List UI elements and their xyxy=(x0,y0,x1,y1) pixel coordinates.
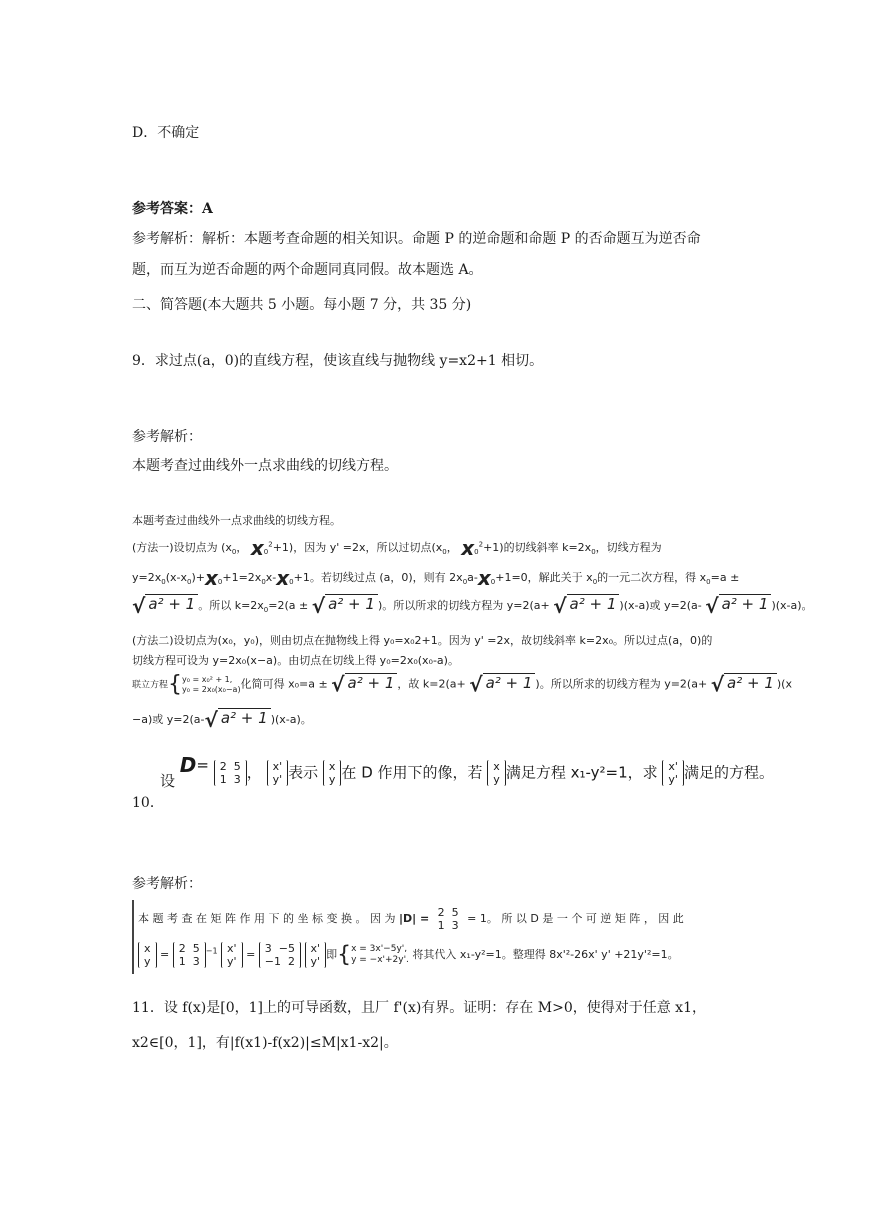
section-heading: 二、简答题(本大题共 5 小题。每小题 7 分，共 35 分) xyxy=(132,297,472,313)
q9-img-line-1: 本题考查过曲线外一点求曲线的切线方程。 xyxy=(132,514,341,527)
q9-img-line-8: −a)或 y=2(a-√ a² + 1 )(x-a)。 xyxy=(132,708,312,732)
q9-img-line-3: $y=2x_0(x-x_0)+x_0+1=2x_0x-x_0+1$。若切线过点 (a，0)，则有 $2x_0a-x_0+1=0$，解此关于 $x_0$的一元二次方程，得 $x_0=a$ ± xyxy=(132,566,740,590)
analysis-line-1: 参考解析：解析：本题考查命题的相关知识。命题 P 的逆命题和命题 P 的否命题互为逆否命 xyxy=(132,231,701,247)
q9-intro: 本题考查过曲线外一点求曲线的切线方程。 xyxy=(132,458,398,474)
question-11-line-1: 11．设 f(x)是[0，1]上的可导函数，且厂 f'(x)有界。证明：存在 M>0，使得对于任意 x1， xyxy=(132,1000,706,1016)
question-10-number: 10． xyxy=(132,795,164,811)
q9-ref-label: 参考解析： xyxy=(132,429,202,445)
analysis-line-2: 题，而互为逆否命题的两个命题同真同假。故本题选 A。 xyxy=(132,262,483,278)
q9-img-line-7: 联立方程{y₀ = x₀² + 1, y₀ = 2x₀(x₀−a)化简可得 x₀=a ± √ a² + 1 ，故 k=2(a+ √ a² + 1 )。所以所求的切线方程为 y=2(a+ √ a² + 1 )(x xyxy=(132,672,792,697)
q9-img-line-4: √ a² + 1 。所以 $k=2x_0=2(a$ ± √ a² + 1 )。所以所求的切线方程为 y=2(a+ √ a² + 1 )(x-a)或 y=2(a- √ a² + 1 )(x-a)。 xyxy=(132,594,813,618)
question-9: 9．求过点(a，0)的直线方程，使该直线与抛物线 y=x2+1 相切。 xyxy=(132,353,544,369)
answer-label: 参考答案：A xyxy=(132,201,213,217)
question-11-line-2: x2∈[0，1]，有|f(x1)-f(x2)|≤M|x1-x2|。 xyxy=(132,1035,398,1051)
q10-solution-image xyxy=(138,902,738,974)
q9-solution-image xyxy=(132,508,813,738)
q10-ref-label: 参考解析： xyxy=(132,876,202,892)
question-10-statement: 设 D= 2 5 1 3 ， x' y' 表示 x y 在 D 作用下的像，若 x y 满足方程 x₁-y²=1，求 x' y' 满足的方程。 xyxy=(160,753,774,790)
q10-solution-bar xyxy=(132,900,134,974)
q10-img-line-1: 本 题 考 查 在 矩 阵 作 用 下 的 坐 标 变 换 。 因 为 |D| = 2 5 1 3 = 1。 所 以 D 是 一 个 可 逆 矩 阵 ， 因 此 xyxy=(138,906,684,932)
q9-img-line-2: (方法一)设切点为 ($x_0$， $x_0^2+1$)，因为 y' =2x，所以过切点($x_0$， $x_0^2+1$)的切线斜率 $k=2x_0$，切线方程为 xyxy=(132,536,662,560)
q9-img-line-6: 切线方程可设为 y=2x₀(x−a)。由切点在切线上得 y₀=2x₀(x₀-a)。 xyxy=(132,654,459,667)
q9-img-line-5: (方法二)设切点为(x₀，y₀)，则由切点在抛物线上得 y₀=x₀2+1。因为 y' =2x，故切线斜率 k=2x₀。所以过点(a，0)的 xyxy=(132,634,713,647)
q10-img-line-2: x y = 2 5 1 $3^{-1}$ x' y' = 3 −5 −1 2 x' y'即{x = 3x'−5y', y = −x'+2y'. 将其代入 x₁-y²=1。整理得 8x'²-26x' y' +21y'²=1。 xyxy=(138,942,679,968)
option-d: D．不确定 xyxy=(132,125,200,141)
